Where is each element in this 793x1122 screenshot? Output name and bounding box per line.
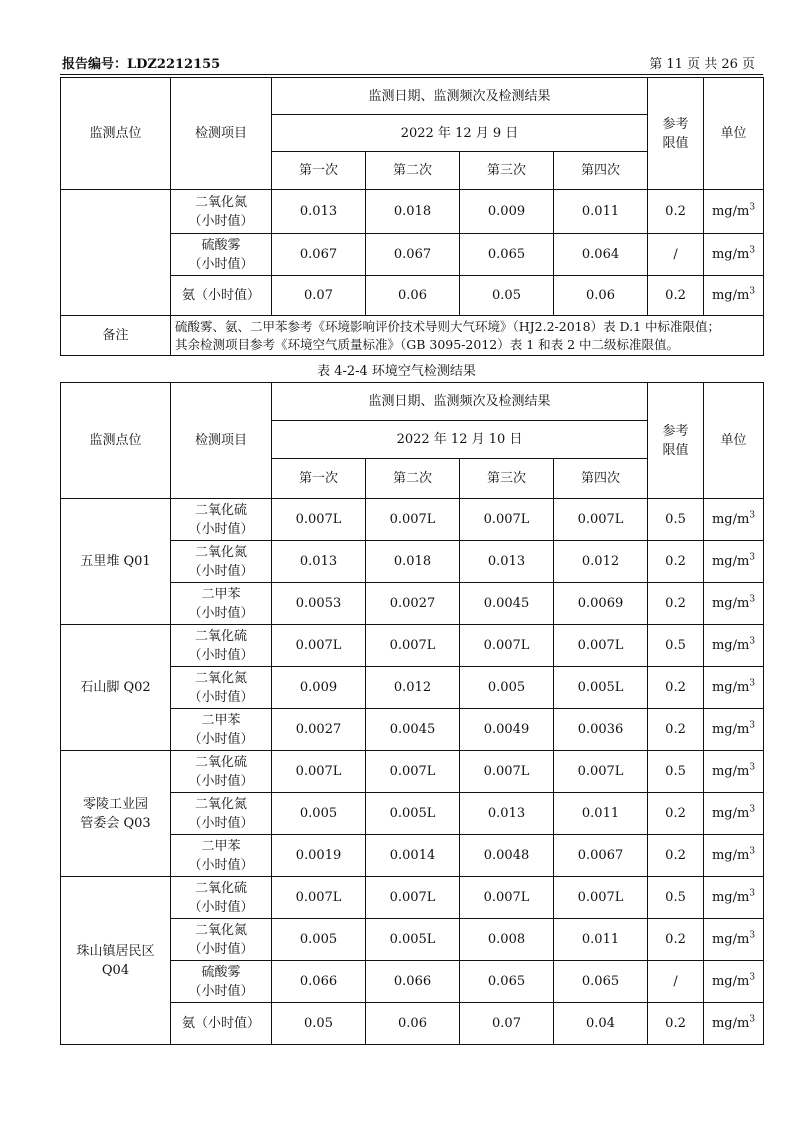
value-cell-4: 0.064 [554,234,648,276]
site-cell: 石山脚 Q02 [61,625,171,751]
value-cell-3: 0.065 [460,961,554,1003]
ref-cell: 0.2 [648,276,704,316]
ref-cell: 0.5 [648,751,704,793]
value-cell-1: 0.009 [272,667,366,709]
note-label: 备注 [61,316,171,356]
page-info: 第 11 页 共 26 页 [649,57,755,72]
table-caption: 表 4-2-4 环境空气检测结果 [317,364,476,379]
value-cell-1: 0.0019 [272,835,366,877]
site-cell: 零陵工业园 管委会 Q03 [61,751,171,877]
item-cell: 硫酸雾 （小时值） [171,234,272,276]
unit-cell: $mg/m^3$ [704,835,764,877]
table-row [61,499,764,541]
unit-cell: $mg/m^3$ [704,499,764,541]
value-cell-2: 0.0045 [366,709,460,751]
value-cell-2: 0.066 [366,961,460,1003]
value-cell-2: 0.007L [366,751,460,793]
value-cell-3: 0.0048 [460,835,554,877]
round-1-header: 第一次 [272,152,366,190]
value-cell-1: 0.07 [272,276,366,316]
ref-cell: / [648,234,704,276]
value-cell-4: 0.007L [554,751,648,793]
value-cell-2: 0.0014 [366,835,460,877]
table-row [61,877,764,919]
value-cell-1: 0.007L [272,625,366,667]
value-cell-1: 0.007L [272,877,366,919]
item-cell: 二氧化硫 （小时值） [171,751,272,793]
value-cell-3: 0.013 [460,541,554,583]
item-cell: 二氧化硫 （小时值） [171,877,272,919]
value-cell-2: 0.012 [366,667,460,709]
value-cell-4: 0.065 [554,961,648,1003]
header-rule [60,74,763,75]
value-cell-1: 0.067 [272,234,366,276]
value-cell-2: 0.007L [366,499,460,541]
table-row [61,190,764,234]
value-cell-2: 0.06 [366,1003,460,1045]
value-cell-2: 0.018 [366,541,460,583]
item-cell: 氨（小时值） [171,1003,272,1045]
ref-cell: 0.2 [648,793,704,835]
unit-cell: $mg/m^3$ [704,276,764,316]
site-cell: 五里堆 Q01 [61,499,171,625]
note-text: 硫酸雾、氨、二甲苯参考《环境影响评价技术导则大气环境》（HJ2.2-2018）表 D.1 中标准限值； 其余检测项目参考《环境空气质量标准》（GB 3095-2012）表 1 和表 2 中二级标准限值。 [171,316,764,356]
unit-cell: $mg/m^3$ [704,625,764,667]
table-row [61,751,764,793]
round-4-header: 第四次 [554,459,648,499]
item-cell: 氨（小时值） [171,276,272,316]
value-cell-1: 0.013 [272,190,366,234]
item-cell: 二甲苯 （小时值） [171,583,272,625]
value-cell-3: 0.007L [460,625,554,667]
value-cell-1: 0.007L [272,499,366,541]
ref-cell: 0.2 [648,709,704,751]
item-cell: 二氧化氮 （小时值） [171,541,272,583]
value-cell-3: 0.013 [460,793,554,835]
value-cell-3: 0.008 [460,919,554,961]
item-cell: 硫酸雾 （小时值） [171,961,272,1003]
item-cell: 二甲苯 （小时值） [171,835,272,877]
col-group-header: 监测日期、监测频次及检测结果 [272,78,648,115]
unit-cell: $mg/m^3$ [704,919,764,961]
value-cell-2: 0.018 [366,190,460,234]
col-item-header: 检测项目 [171,78,272,190]
table-row [61,625,764,667]
value-cell-3: 0.009 [460,190,554,234]
unit-cell: $mg/m^3$ [704,667,764,709]
results-table-dec9 [60,77,764,356]
col-ref-header: 参考 限值 [648,78,704,190]
value-cell-2: 0.007L [366,877,460,919]
value-cell-3: 0.007L [460,877,554,919]
value-cell-4: 0.011 [554,190,648,234]
value-cell-4: 0.005L [554,667,648,709]
round-2-header: 第二次 [366,152,460,190]
value-cell-4: 0.012 [554,541,648,583]
value-cell-3: 0.07 [460,1003,554,1045]
site-cell [61,190,171,316]
ref-cell: 0.2 [648,1003,704,1045]
unit-cell: $mg/m^3$ [704,793,764,835]
value-cell-1: 0.005 [272,919,366,961]
ref-cell: 0.5 [648,877,704,919]
item-cell: 二氧化氮 （小时值） [171,190,272,234]
col-unit-header: 单位 [704,383,764,499]
results-table-dec10 [60,382,764,1045]
unit-cell: $mg/m^3$ [704,709,764,751]
value-cell-2: 0.0027 [366,583,460,625]
col-group-header: 监测日期、监测频次及检测结果 [272,383,648,421]
unit-cell: $mg/m^3$ [704,234,764,276]
round-2-header: 第二次 [366,459,460,499]
round-4-header: 第四次 [554,152,648,190]
round-3-header: 第三次 [460,152,554,190]
value-cell-4: 0.04 [554,1003,648,1045]
value-cell-4: 0.007L [554,499,648,541]
value-cell-1: 0.013 [272,541,366,583]
value-cell-3: 0.005 [460,667,554,709]
value-cell-4: 0.011 [554,793,648,835]
value-cell-4: 0.007L [554,625,648,667]
unit-cell: $mg/m^3$ [704,1003,764,1045]
value-cell-1: 0.007L [272,751,366,793]
value-cell-2: 0.005L [366,793,460,835]
col-ref-header: 参考 限值 [648,383,704,499]
site-cell: 珠山镇居民区 Q04 [61,877,171,1045]
round-3-header: 第三次 [460,459,554,499]
value-cell-4: 0.0036 [554,709,648,751]
value-cell-4: 0.011 [554,919,648,961]
value-cell-4: 0.0069 [554,583,648,625]
ref-cell: 0.2 [648,667,704,709]
col-site-header: 监测点位 [61,383,171,499]
col-item-header: 检测项目 [171,383,272,499]
unit-cell: $mg/m^3$ [704,583,764,625]
round-1-header: 第一次 [272,459,366,499]
value-cell-1: 0.005 [272,793,366,835]
ref-cell: 0.2 [648,835,704,877]
value-cell-2: 0.067 [366,234,460,276]
unit-cell: $mg/m^3$ [704,541,764,583]
ref-cell: 0.2 [648,919,704,961]
ref-cell: 0.2 [648,190,704,234]
value-cell-2: 0.005L [366,919,460,961]
value-cell-3: 0.05 [460,276,554,316]
item-cell: 二氧化氮 （小时值） [171,793,272,835]
value-cell-2: 0.007L [366,625,460,667]
item-cell: 二氧化硫 （小时值） [171,625,272,667]
value-cell-1: 0.0027 [272,709,366,751]
col-unit-header: 单位 [704,78,764,190]
unit-cell: $mg/m^3$ [704,961,764,1003]
ref-cell: 0.5 [648,499,704,541]
value-cell-2: 0.06 [366,276,460,316]
item-cell: 二氧化氮 （小时值） [171,919,272,961]
ref-cell: / [648,961,704,1003]
value-cell-3: 0.065 [460,234,554,276]
value-cell-1: 0.0053 [272,583,366,625]
value-cell-3: 0.0049 [460,709,554,751]
unit-cell: $mg/m^3$ [704,190,764,234]
date-header: 2022 年 12 月 9 日 [272,115,648,152]
value-cell-1: 0.05 [272,1003,366,1045]
item-cell: 二甲苯 （小时值） [171,709,272,751]
value-cell-3: 0.007L [460,499,554,541]
date-header: 2022 年 12 月 10 日 [272,421,648,459]
value-cell-3: 0.007L [460,751,554,793]
item-cell: 二氧化硫 （小时值） [171,499,272,541]
col-site-header: 监测点位 [61,78,171,190]
value-cell-3: 0.0045 [460,583,554,625]
unit-cell: $mg/m^3$ [704,877,764,919]
value-cell-1: 0.066 [272,961,366,1003]
ref-cell: 0.2 [648,583,704,625]
ref-cell: 0.5 [648,625,704,667]
report-number: 报告编号：LDZ2212155 [62,57,221,72]
unit-cell: $mg/m^3$ [704,751,764,793]
value-cell-4: 0.0067 [554,835,648,877]
value-cell-4: 0.007L [554,877,648,919]
value-cell-4: 0.06 [554,276,648,316]
ref-cell: 0.2 [648,541,704,583]
item-cell: 二氧化氮 （小时值） [171,667,272,709]
